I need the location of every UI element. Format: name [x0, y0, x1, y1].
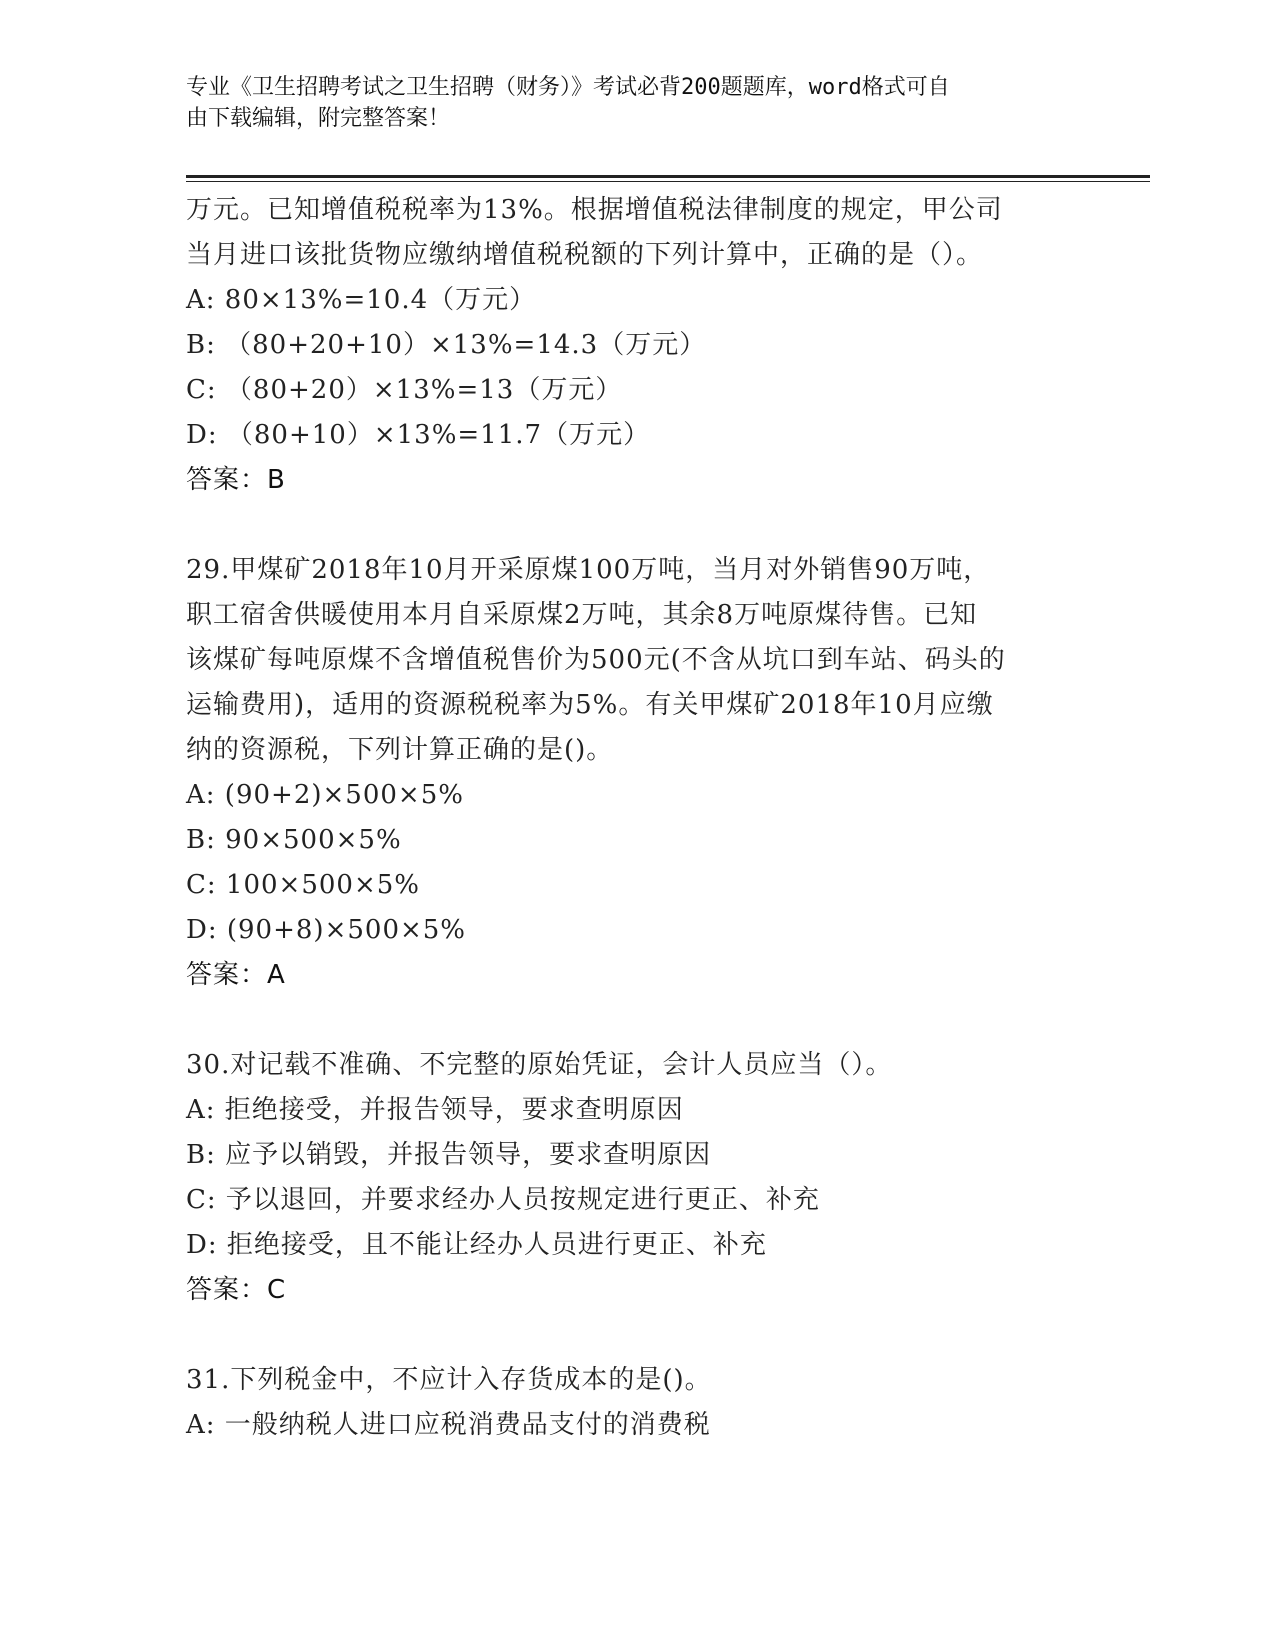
- option-d: D: 拒绝接受，且不能让经办人员进行更正、补充: [186, 1230, 767, 1260]
- question-stem-line: 纳的资源税，下列计算正确的是()。: [186, 735, 614, 765]
- option-c: C: 予以退回，并要求经办人员按规定进行更正、补充: [186, 1185, 820, 1215]
- option-a: A: (90+2)×500×5%: [186, 780, 464, 810]
- option-d: D: （80+10）×13%=11.7（万元）: [186, 420, 651, 450]
- answer-line: 答案：A: [186, 960, 286, 990]
- question-31: [186, 1358, 1086, 1448]
- question-stem-line: 当月进口该批货物应缴纳增值税税额的下列计算中，正确的是（）。: [186, 240, 984, 270]
- question-stem-line: 29.甲煤矿2018年10月开采原煤100万吨，当月对外销售90万吨，: [186, 555, 991, 585]
- option-a: A: 拒绝接受，并报告领导，要求查明原因: [186, 1095, 684, 1125]
- question-stem-line: 30.对记载不准确、不完整的原始凭证，会计人员应当（）。: [186, 1050, 893, 1080]
- question-stem-line: 运输费用)，适用的资源税税率为5%。有关甲煤矿2018年10月应缴: [186, 690, 994, 720]
- option-c: C: （80+20）×13%=13（万元）: [186, 375, 623, 405]
- question-stem-line: 31.下列税金中，不应计入存货成本的是()。: [186, 1365, 712, 1395]
- spacer: [186, 998, 1086, 1043]
- header-line-2: 由下载编辑，附完整答案！: [186, 106, 451, 131]
- question-stem-line: 万元。已知增值税税率为13%。根据增值税法律制度的规定，甲公司: [186, 195, 1003, 225]
- option-b: B: （80+20+10）×13%=14.3（万元）: [186, 330, 707, 360]
- option-a: A: 80×13%=10.4（万元）: [186, 285, 537, 315]
- option-d: D: (90+8)×500×5%: [186, 915, 467, 945]
- option-c: C: 100×500×5%: [186, 870, 420, 900]
- spacer: [186, 1313, 1086, 1358]
- document-header: [186, 72, 1086, 134]
- header-rule-thin: [186, 181, 1150, 182]
- header-rule-thick: [186, 175, 1150, 178]
- option-b: B: 90×500×5%: [186, 825, 402, 855]
- question-30: [186, 1043, 1086, 1313]
- question-29: [186, 548, 1086, 998]
- option-a: A: 一般纳税人进口应税消费品支付的消费税: [186, 1410, 711, 1440]
- answer-line: 答案：B: [186, 465, 286, 495]
- option-b: B: 应予以销毁，并报告领导，要求查明原因: [186, 1140, 712, 1170]
- spacer: [186, 503, 1086, 548]
- question-28: [186, 188, 1086, 503]
- question-stem-line: 职工宿舍供暖使用本月自采原煤2万吨，其余8万吨原煤待售。已知: [186, 600, 978, 630]
- question-stem-line: 该煤矿每吨原煤不含增值税售价为500元(不含从坑口到车站、码头的: [186, 645, 1006, 675]
- document-body: [186, 188, 1086, 1448]
- answer-line: 答案：C: [186, 1275, 287, 1305]
- header-line-1: 专业《卫生招聘考试之卫生招聘（财务）》考试必背200题题库，word格式可自: [186, 75, 950, 100]
